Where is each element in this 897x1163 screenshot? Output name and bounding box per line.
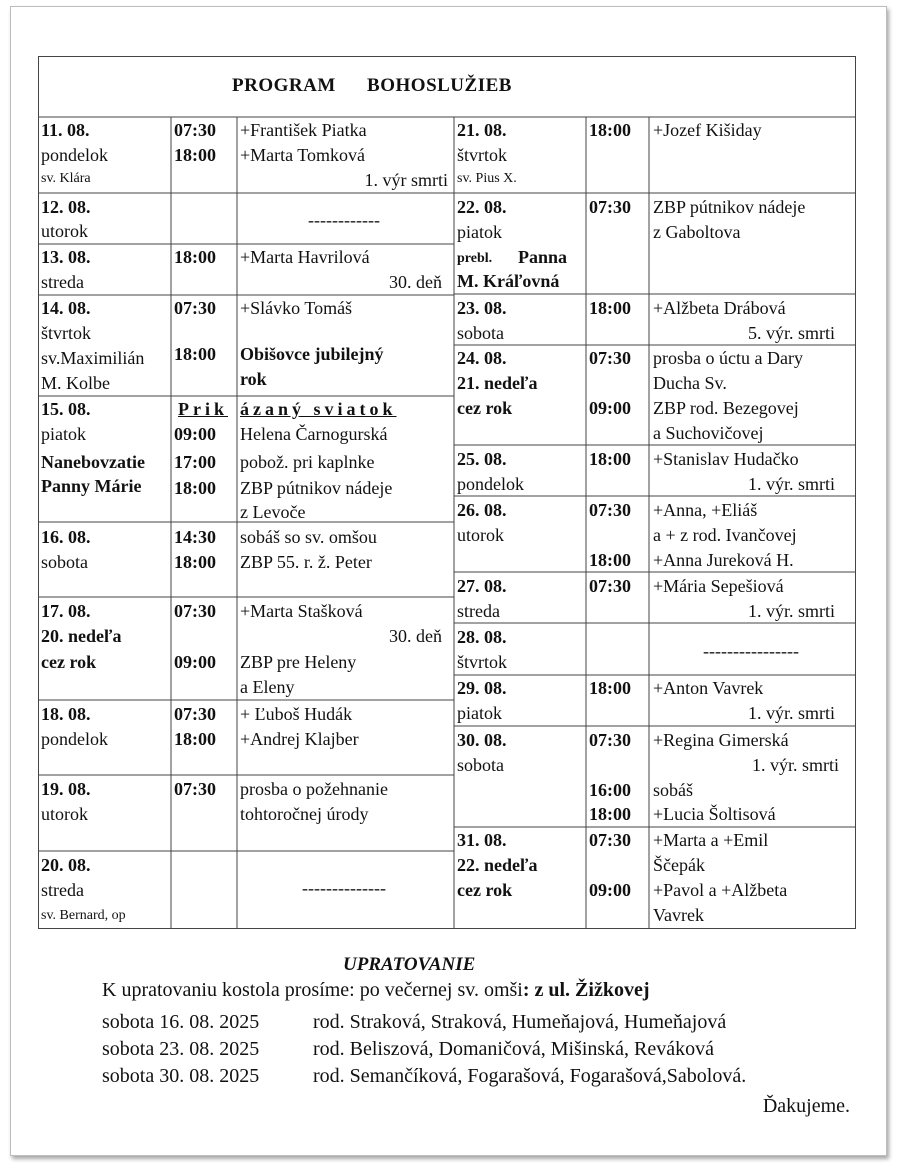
intention-line: prosba o požehnanie <box>240 779 388 799</box>
day-cell: utorok <box>41 221 88 241</box>
intention-line: Obišovce jubilejný <box>240 344 384 364</box>
intention-line: +Alžbeta Drábová <box>653 298 786 318</box>
date-cell: 16. 08. <box>41 527 91 547</box>
time-cell: 07:30 <box>589 348 631 368</box>
intention-line: +Stanislav Hudačko <box>653 449 799 469</box>
intention-line: +Marta a +Emil <box>653 830 769 850</box>
intention-line: 1. výr smrti <box>364 170 448 190</box>
saint-note: sv. Klára <box>41 171 91 186</box>
intention-line: + Ľuboš Hudák <box>240 704 353 724</box>
date-cell: 11. 08. <box>41 120 90 140</box>
intention-line: ZBP pre Heleny <box>240 652 357 672</box>
intention-line: +Slávko Tomáš <box>240 298 353 318</box>
date-cell: 12. 08. <box>41 197 91 217</box>
intention-line: ZBP pútnikov nádeje <box>240 478 393 498</box>
time-cell: 18:00 <box>589 120 631 140</box>
day-cell: štvrtok <box>457 145 508 165</box>
day-cell: piatok <box>457 222 502 242</box>
feast-name: Panna <box>518 247 568 267</box>
feast-name: prebl. <box>457 251 493 266</box>
page-title: PROGRAM BOHOSLUŽIEB <box>232 75 512 96</box>
time-cell: 07:30 <box>589 197 631 217</box>
intention-line: +František Piatka <box>240 120 367 140</box>
day-cell: sobota <box>457 755 504 775</box>
no-mass-dashes: ---------------- <box>703 641 799 661</box>
saint-note: sv. Bernard, op <box>41 908 126 923</box>
time-cell: 17:00 <box>174 452 216 472</box>
intention-line: 1. výr. smrti <box>747 601 835 621</box>
day-cell: utorok <box>41 804 88 824</box>
intention-line: tohtoročnej úrody <box>240 804 369 824</box>
time-cell: 16:00 <box>589 780 631 800</box>
time-cell: 18:00 <box>174 247 216 267</box>
cleaning-intro-text: K upratovaniu kostola prosíme: po večernej sv. omši <box>102 979 523 1001</box>
time-cell: 09:00 <box>174 652 216 672</box>
intention-line: a + z rod. Ivančovej <box>653 525 797 545</box>
cleaning-intro <box>102 977 650 1003</box>
time-cell: 18:00 <box>174 344 216 364</box>
no-mass-dashes: -------------- <box>302 878 386 898</box>
time-cell: 18:00 <box>589 298 631 318</box>
time-cell: 18:00 <box>589 804 631 824</box>
time-cell: 18:00 <box>174 145 216 165</box>
cleaning-families: rod. Straková, Straková, Humeňajová, Humeňajová <box>313 1011 727 1033</box>
no-mass-dashes: ------------ <box>308 210 380 230</box>
intention-line: sobáš <box>653 780 693 800</box>
intention-line: Helena Čarnogurská <box>240 424 388 444</box>
day-cell: pondelok <box>41 729 108 749</box>
day-cell: streda <box>41 272 84 292</box>
day-cell: utorok <box>457 525 504 545</box>
day-cell: piatok <box>41 424 86 444</box>
obligation-label: ázaný sviatok <box>240 399 397 419</box>
obligation-label: Prik <box>178 399 228 419</box>
time-cell: 18:00 <box>589 678 631 698</box>
date-cell: 23. 08. <box>457 298 507 318</box>
intention-line: +Anna, +Eliáš <box>653 500 758 520</box>
intention-line: +Marta Stašková <box>240 601 363 621</box>
intention-line: prosba o úctu a Dary <box>653 348 803 368</box>
feast-name: Nanebovzatie <box>41 452 145 472</box>
intention-line: Ščepák <box>653 855 705 875</box>
time-cell: 18:00 <box>589 449 631 469</box>
intention-line: ZBP 55. r. ž. Peter <box>240 552 372 572</box>
cleaning-heading: UPRATOVANIE <box>343 954 476 975</box>
cleaning-intro-street: : z ul. Žižkovej <box>522 979 650 1001</box>
intention-line: sobáš so sv. omšou <box>240 527 377 547</box>
day-cell: štvrtok <box>41 323 92 343</box>
sunday-label: cez rok <box>457 880 513 900</box>
date-cell: 25. 08. <box>457 449 507 469</box>
time-cell: 07:30 <box>589 730 631 750</box>
day-cell: štvrtok <box>457 652 508 672</box>
time-cell: 09:00 <box>589 398 631 418</box>
time-cell: 07:30 <box>589 500 631 520</box>
time-cell: 07:30 <box>174 704 216 724</box>
intention-line: +Pavol a +Alžbeta <box>653 880 788 900</box>
intention-line: ZBP rod. Bezegovej <box>653 398 799 418</box>
date-cell: 14. 08. <box>41 298 91 318</box>
time-cell: 09:00 <box>174 424 216 444</box>
intention-line: 1. výr. smrti <box>751 755 839 775</box>
date-cell: 15. 08. <box>41 399 91 419</box>
date-cell: 20. 08. <box>41 855 91 875</box>
intention-line: +Andrej Klajber <box>240 729 359 749</box>
intention-line: ZBP pútnikov nádeje <box>653 197 806 217</box>
time-cell: 18:00 <box>589 550 631 570</box>
feast-name: M. Kráľovná <box>457 271 560 291</box>
intention-line: z Levoče <box>240 502 306 522</box>
day-cell: sobota <box>41 552 88 572</box>
intention-line: +Marta Havrilová <box>240 247 370 267</box>
intention-line: +Jozef Kišiday <box>653 120 762 140</box>
date-cell: 18. 08. <box>41 704 91 724</box>
time-cell: 07:30 <box>174 120 216 140</box>
intention-line: pobož. pri kaplnke <box>240 452 375 472</box>
time-cell: 07:30 <box>174 779 216 799</box>
intention-line: 5. výr. smrti <box>747 323 835 343</box>
date-cell: 24. 08. <box>457 348 507 368</box>
time-cell: 07:30 <box>589 830 631 850</box>
intention-line: +Regina Gimerská <box>653 730 789 750</box>
day-cell: piatok <box>457 703 502 723</box>
date-cell: 28. 08. <box>457 627 507 647</box>
intention-line: Vavrek <box>653 905 704 925</box>
time-cell: 07:30 <box>174 298 216 318</box>
sunday-label: cez rok <box>41 652 97 672</box>
sunday-label: cez rok <box>457 398 513 418</box>
cleaning-date: sobota 30. 08. 2025 <box>102 1065 260 1087</box>
intention-line: 30. deň <box>389 626 442 646</box>
time-cell: 07:30 <box>174 601 216 621</box>
time-cell: 18:00 <box>174 729 216 749</box>
cleaning-families: rod. Beliszová, Domaničová, Mišinská, Reváková <box>313 1038 715 1060</box>
time-cell: 14:30 <box>174 527 216 547</box>
thanks-text: Ďakujeme. <box>762 1095 850 1117</box>
date-cell: 13. 08. <box>41 247 91 267</box>
time-cell: 18:00 <box>174 552 216 572</box>
date-cell: 29. 08. <box>457 678 507 698</box>
saint-note: sv.Maximilián <box>41 348 145 368</box>
schedule-table <box>38 56 856 929</box>
day-cell: pondelok <box>457 474 524 494</box>
cleaning-date: sobota 23. 08. 2025 <box>102 1038 260 1060</box>
sunday-label: 20. nedeľa <box>41 626 122 646</box>
intention-line: z Gaboltova <box>653 222 741 242</box>
intention-line: +Anton Vavrek <box>653 678 764 698</box>
day-cell: pondelok <box>41 145 108 165</box>
cleaning-date: sobota 16. 08. 2025 <box>102 1011 260 1033</box>
intention-line: 1. výr. smrti <box>747 703 835 723</box>
intention-line: rok <box>240 369 267 389</box>
intention-line: 30. deň <box>389 272 442 292</box>
day-cell: sobota <box>457 323 504 343</box>
time-cell: 09:00 <box>589 880 631 900</box>
sunday-label: 21. nedeľa <box>457 373 538 393</box>
date-cell: 22. 08. <box>457 197 507 217</box>
date-cell: 21. 08. <box>457 120 507 140</box>
feast-name: Panny Márie <box>41 476 142 496</box>
intention-line: 1. výr. smrti <box>747 474 835 494</box>
date-cell: 27. 08. <box>457 576 507 596</box>
intention-line: a Suchovičovej <box>653 423 764 443</box>
date-cell: 30. 08. <box>457 730 507 750</box>
intention-line: +Mária Sepešiová <box>653 576 784 596</box>
date-cell: 17. 08. <box>41 601 91 621</box>
intention-line: +Marta Tomková <box>240 145 366 165</box>
saint-note: M. Kolbe <box>41 373 110 393</box>
intention-line: +Anna Jureková H. <box>653 550 794 570</box>
sunday-label: 22. nedeľa <box>457 855 538 875</box>
day-cell: streda <box>457 601 500 621</box>
date-cell: 31. 08. <box>457 830 507 850</box>
intention-line: a Eleny <box>240 677 295 697</box>
intention-line: +Lucia Šoltisová <box>653 804 776 824</box>
date-cell: 19. 08. <box>41 779 91 799</box>
date-cell: 26. 08. <box>457 500 507 520</box>
day-cell: streda <box>41 880 84 900</box>
cleaning-families: rod. Semančíková, Fogarašová, Fogarašová,Sabolová. <box>313 1065 747 1087</box>
time-cell: 18:00 <box>174 478 216 498</box>
time-cell: 07:30 <box>589 576 631 596</box>
intention-line: Ducha Sv. <box>653 373 727 393</box>
saint-note: sv. Pius X. <box>457 171 517 186</box>
